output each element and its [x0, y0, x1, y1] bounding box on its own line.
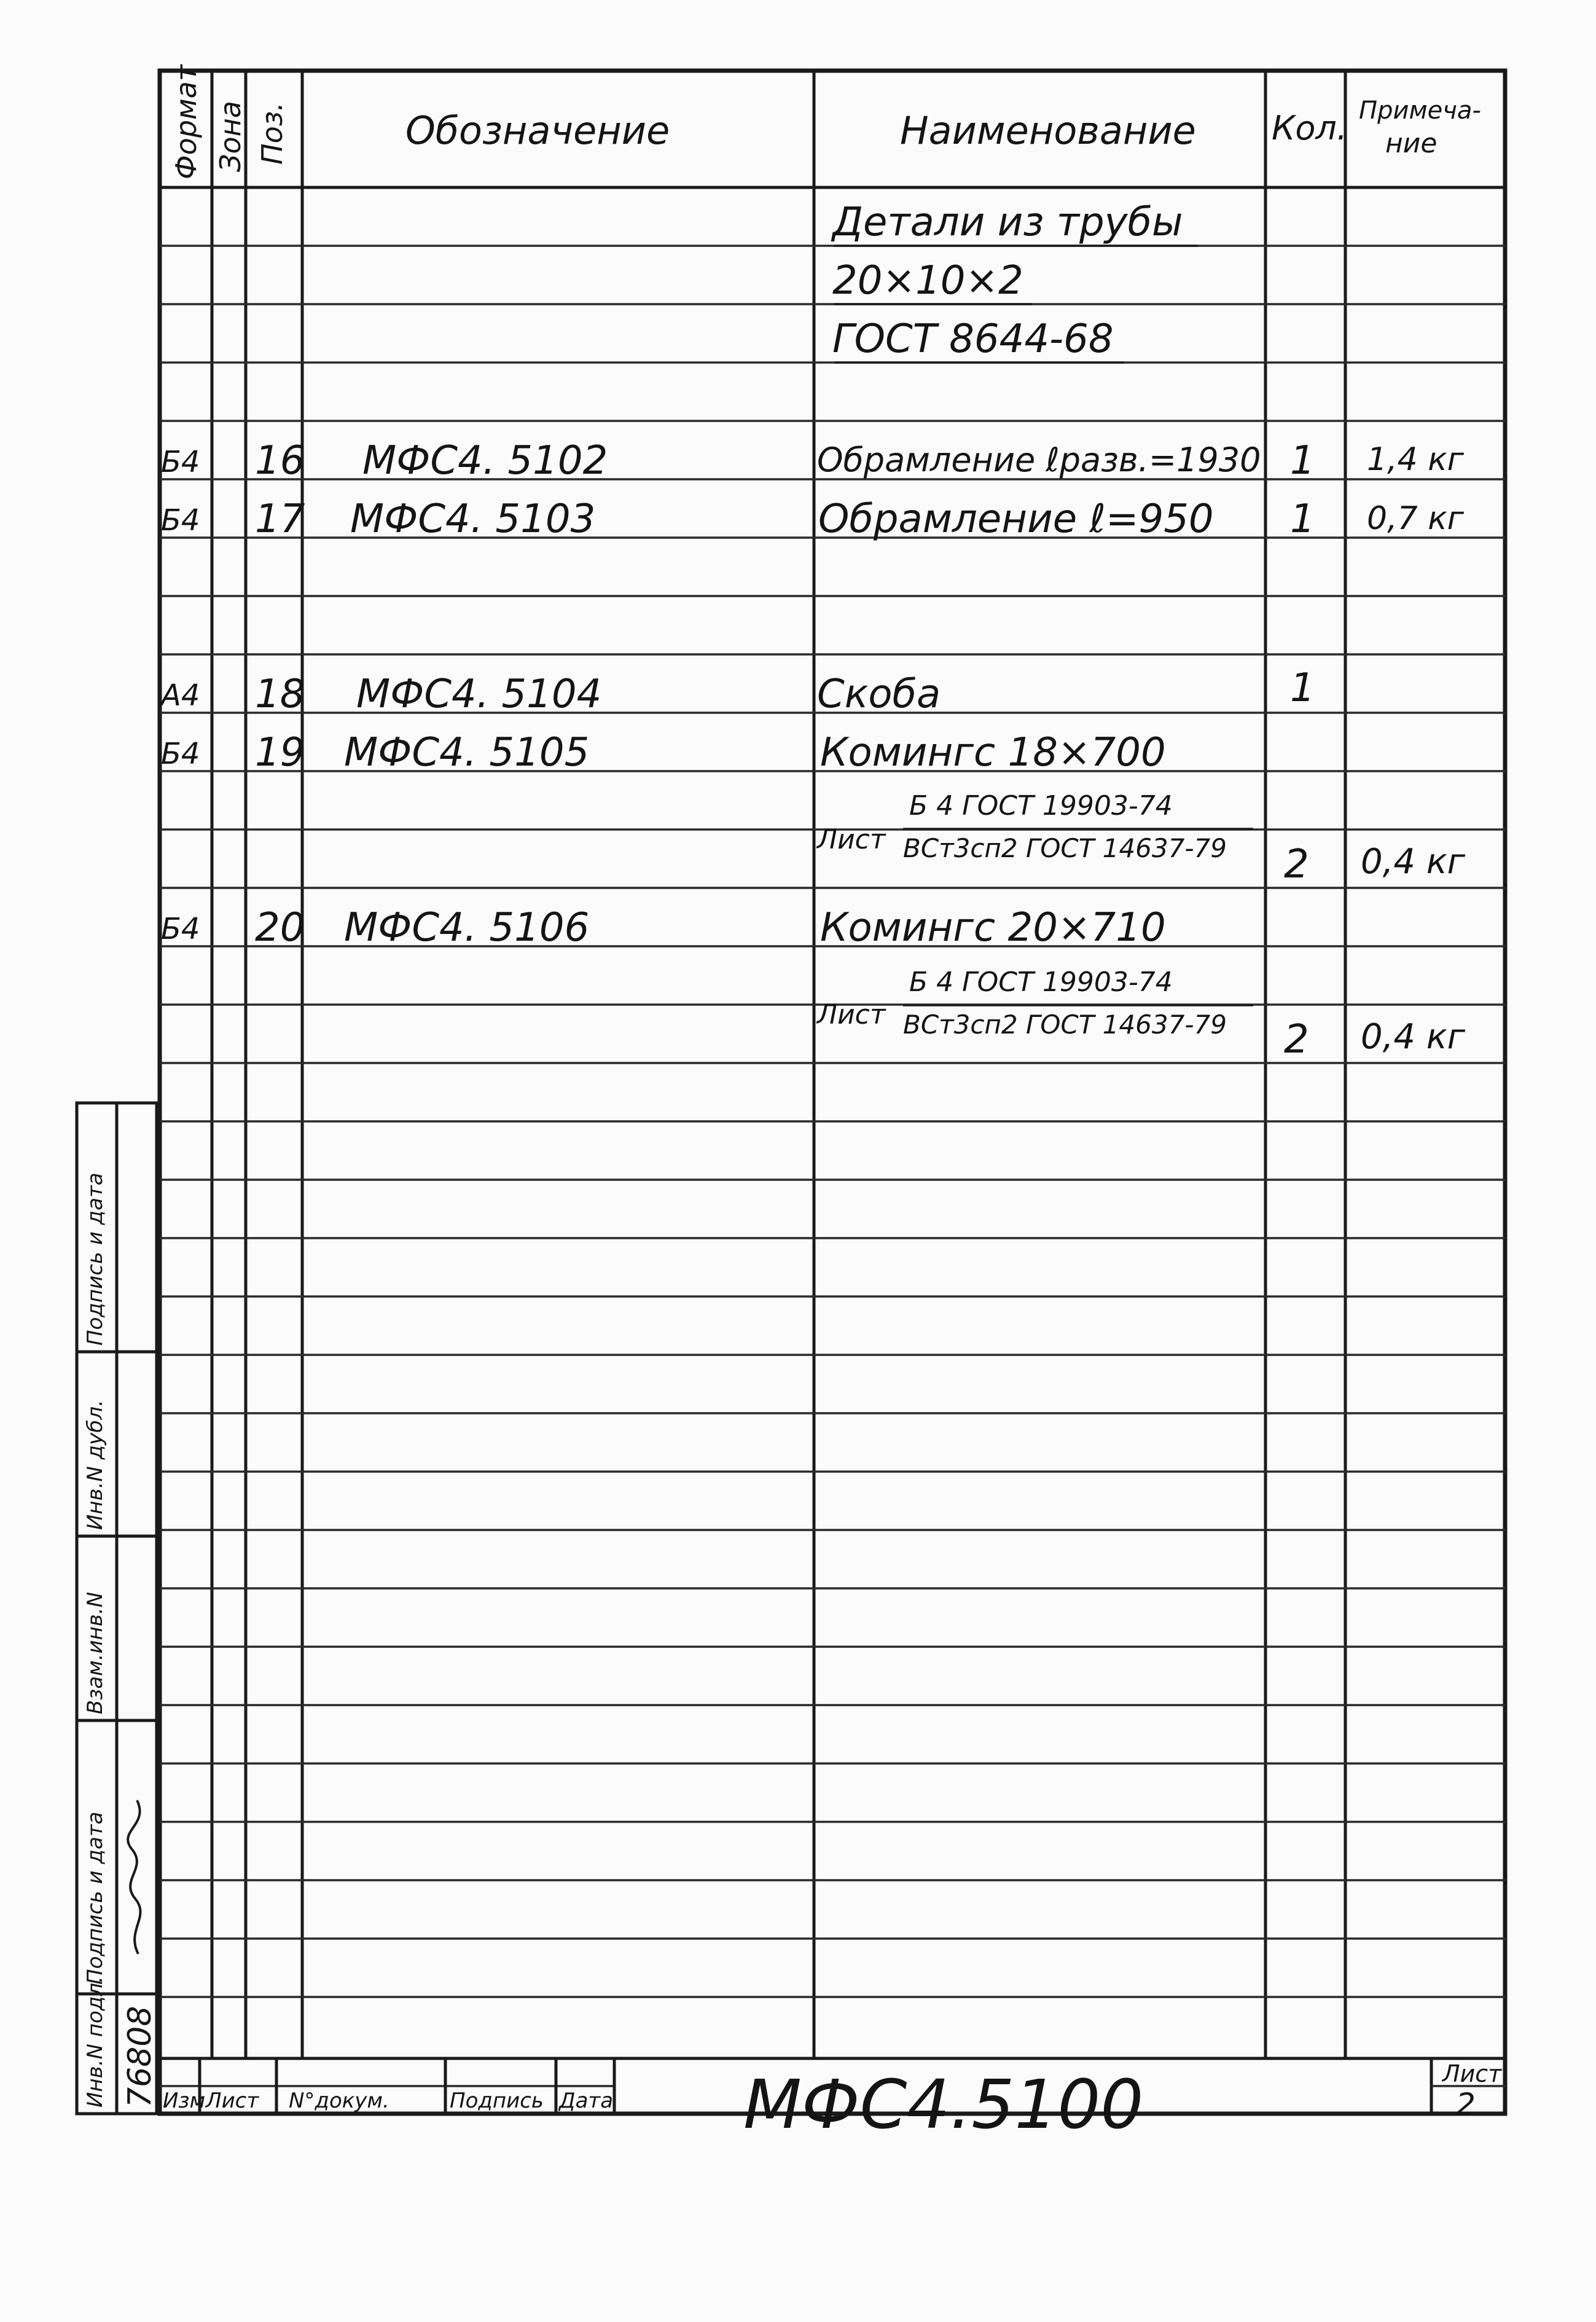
- header-designation: Обозначение: [405, 108, 670, 153]
- section-standard: ГОСТ 8644-68: [832, 316, 1114, 362]
- row-qty: 1: [1290, 438, 1315, 484]
- col-change: Изм: [163, 2089, 206, 2113]
- col-sheet: Лист: [206, 2089, 259, 2113]
- row-qty: 1: [1290, 665, 1315, 711]
- row-qty: 1: [1290, 496, 1315, 542]
- header-note-line2: ние: [1385, 128, 1438, 159]
- row-pos: 19: [255, 730, 305, 775]
- sheet-number: 2: [1456, 2087, 1476, 2122]
- row-designation: МФС4. 5105: [344, 730, 590, 775]
- side-label-sign-date-2: Подпись и дата: [83, 1172, 108, 1346]
- row-designation: МФС4. 5104: [356, 672, 602, 717]
- side-inv-number: 76808: [122, 2006, 158, 2108]
- material-denominator: ВСт3сп2 ГОСТ 14637-79: [903, 833, 1227, 863]
- row-pos: 17: [255, 496, 305, 542]
- row-pos: 20: [255, 905, 305, 951]
- section-tube-size: 20×10×2: [832, 258, 1023, 304]
- doc-code: МФС4.5100: [743, 2065, 1144, 2144]
- row-pos: 18: [255, 672, 305, 717]
- side-label-replacement-inv: Взам.инв.N: [83, 1591, 108, 1714]
- header-name: Наименование: [900, 108, 1196, 153]
- material-note: 0,4 кг: [1361, 1017, 1466, 1057]
- col-date: Дата: [559, 2089, 614, 2113]
- row-pos: 16: [255, 438, 305, 484]
- side-label-sign-date-1: Подпись и дата: [83, 1811, 108, 1985]
- row-designation: МФС4. 5103: [350, 496, 596, 542]
- row-format: Б4: [161, 737, 200, 771]
- section-title: Детали из трубы: [832, 200, 1183, 245]
- material-fraction-bar: [903, 826, 1253, 831]
- row-format: А4: [161, 678, 200, 713]
- material-numerator: Б 4 ГОСТ 19903-74: [909, 967, 1173, 998]
- material-prefix: Лист: [817, 999, 886, 1030]
- sheet-frame: [160, 71, 1505, 2114]
- col-doc: N°докум.: [289, 2089, 389, 2113]
- side-label-inv-original: Инв.N подл.: [83, 1976, 108, 2108]
- material-prefix: Лист: [817, 824, 886, 855]
- row-format: Б4: [161, 445, 200, 479]
- material-qty: 2: [1284, 1017, 1309, 1062]
- row-name: Комингс 20×710: [820, 905, 1166, 951]
- material-qty: 2: [1284, 842, 1309, 887]
- row-format: Б4: [161, 503, 200, 538]
- row-designation: МФС4. 5102: [362, 438, 608, 484]
- side-signature: [120, 1788, 157, 1960]
- header-note-line1: Примеча-: [1359, 96, 1481, 125]
- col-sign: Подпись: [450, 2089, 544, 2113]
- sheet-label: Лист: [1442, 2060, 1502, 2087]
- row-name: Обрамление ℓ=950: [818, 496, 1214, 542]
- header-zone: Зона: [214, 101, 247, 172]
- header-format: Формат: [170, 65, 203, 179]
- row-name: Скоба: [817, 672, 941, 717]
- material-numerator: Б 4 ГОСТ 19903-74: [909, 790, 1173, 822]
- material-denominator: ВСт3сп2 ГОСТ 14637-79: [903, 1010, 1227, 1040]
- header-pos: Поз.: [256, 102, 289, 165]
- row-name: Комингс 18×700: [820, 730, 1166, 775]
- material-note: 0,4 кг: [1361, 842, 1466, 882]
- header-qty: Кол.: [1272, 109, 1348, 147]
- row-designation: МФС4. 5106: [344, 905, 590, 951]
- row-format: Б4: [161, 912, 200, 946]
- row-note: 1,4 кг: [1367, 441, 1464, 478]
- side-label-inv-duplicate: Инв.N дубл.: [83, 1400, 108, 1530]
- row-note: 0,7 кг: [1367, 500, 1464, 537]
- row-name: Обрамление ℓразв.=1930: [817, 441, 1261, 479]
- material-fraction-bar: [903, 1003, 1253, 1008]
